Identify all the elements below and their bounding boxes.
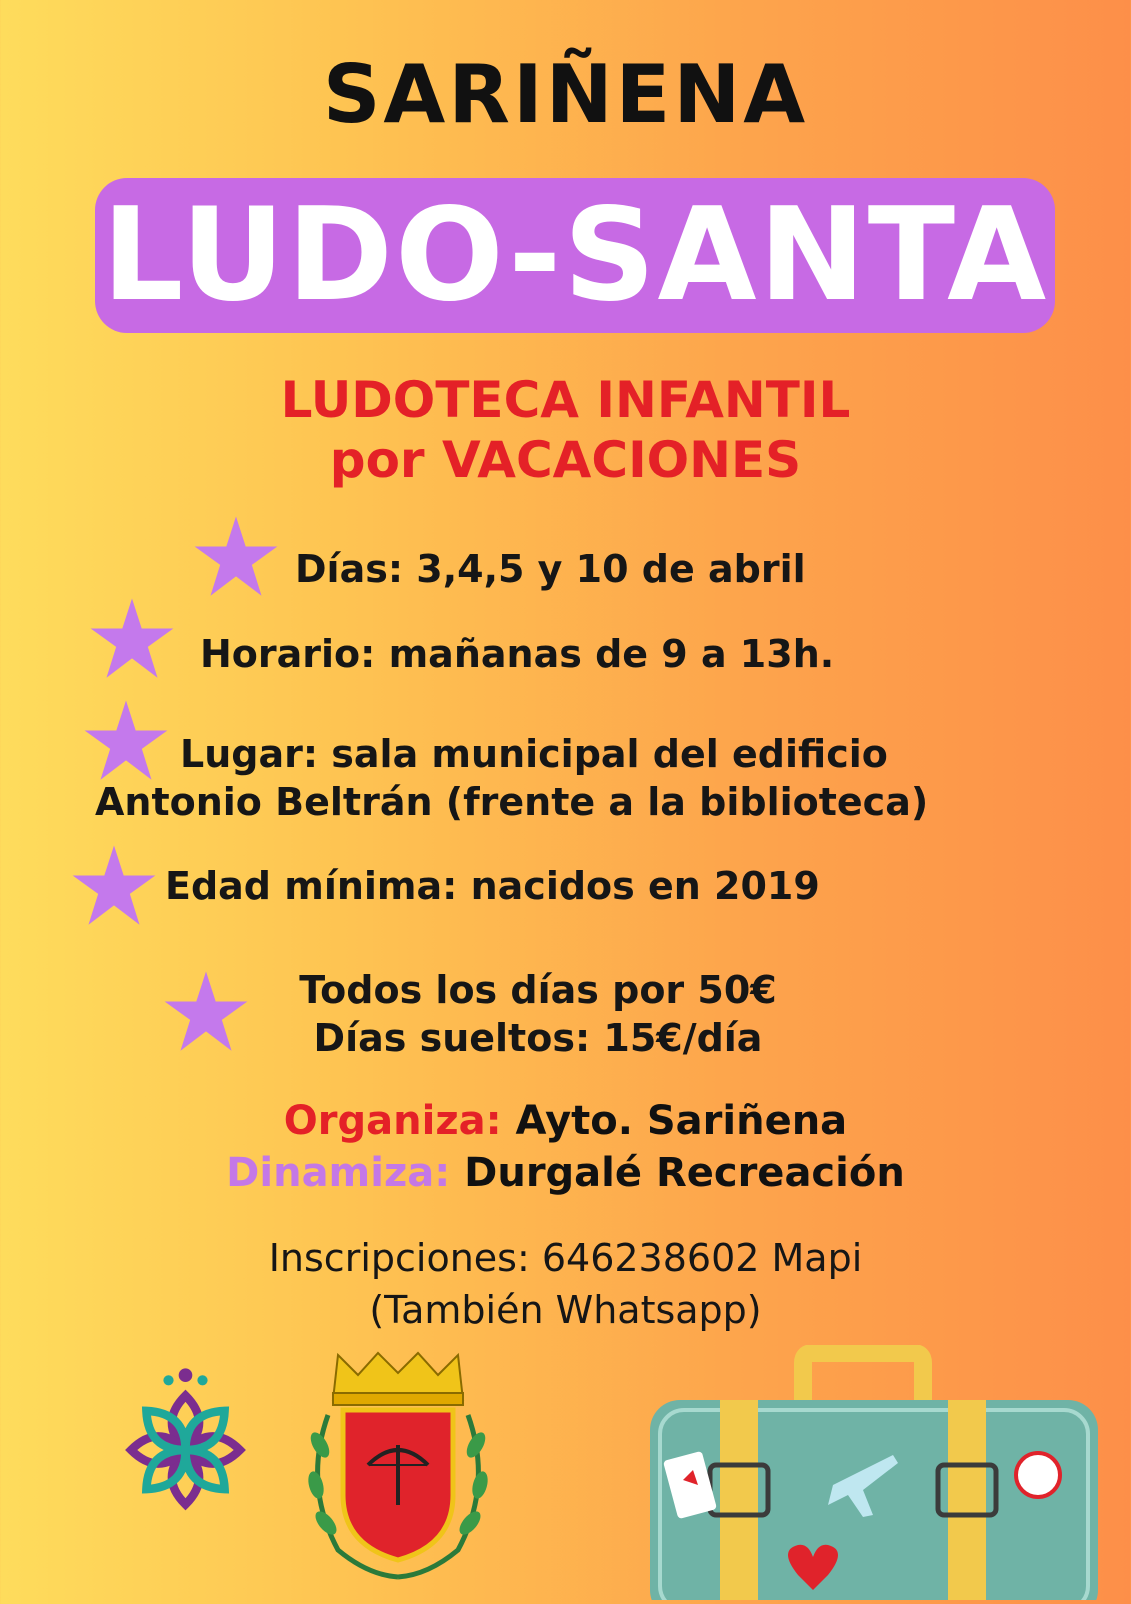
dinamiza-label: Dinamiza: (226, 1150, 451, 1196)
place-line-2: Antonio Beltrán (frente a la biblioteca) (95, 780, 929, 824)
title-banner (95, 178, 1055, 333)
schedule-text: Horario: mañanas de 9 a 13h. (200, 632, 835, 676)
subtitle (0, 370, 1131, 490)
star-icon (192, 513, 280, 601)
dinamiza-value: Durgalé Recreación (450, 1150, 905, 1196)
price-line-2: Días sueltos: 15€/día (313, 1016, 763, 1060)
star-icon (162, 968, 250, 1056)
contact-line-1: Inscripciones: 646238602 Mapi (268, 1236, 863, 1280)
place-line-1: Lugar: sala municipal del edificio (180, 732, 888, 776)
mandala-logo (98, 1365, 273, 1535)
contact (0, 1232, 1131, 1336)
price-line-1: Todos los días por 50€ (299, 968, 777, 1012)
contact-line-2: (También Whatsapp) (369, 1288, 762, 1332)
subtitle-line-1: LUDOTECA INFANTIL (280, 371, 851, 429)
coat-of-arms (298, 1345, 498, 1585)
star-icon (88, 595, 176, 683)
dinamiza-line (0, 1147, 1131, 1199)
price-block (258, 966, 818, 1062)
organiza-value: Ayto. Sariñena (501, 1098, 848, 1144)
organiza-line (0, 1095, 1131, 1147)
subtitle-line-2: por VACACIONES (329, 431, 802, 489)
town-name: SARIÑENA (322, 48, 809, 141)
event-title: LUDO-SANTA (101, 181, 1049, 330)
organiza-label: Organiza: (283, 1098, 502, 1144)
age-text: Edad mínima: nacidos en 2019 (165, 864, 820, 908)
star-icon (82, 697, 170, 785)
credits (0, 1095, 1131, 1199)
star-icon (70, 842, 158, 930)
days-text: Días: 3,4,5 y 10 de abril (295, 547, 806, 591)
suitcase-illustration (648, 1345, 1108, 1600)
